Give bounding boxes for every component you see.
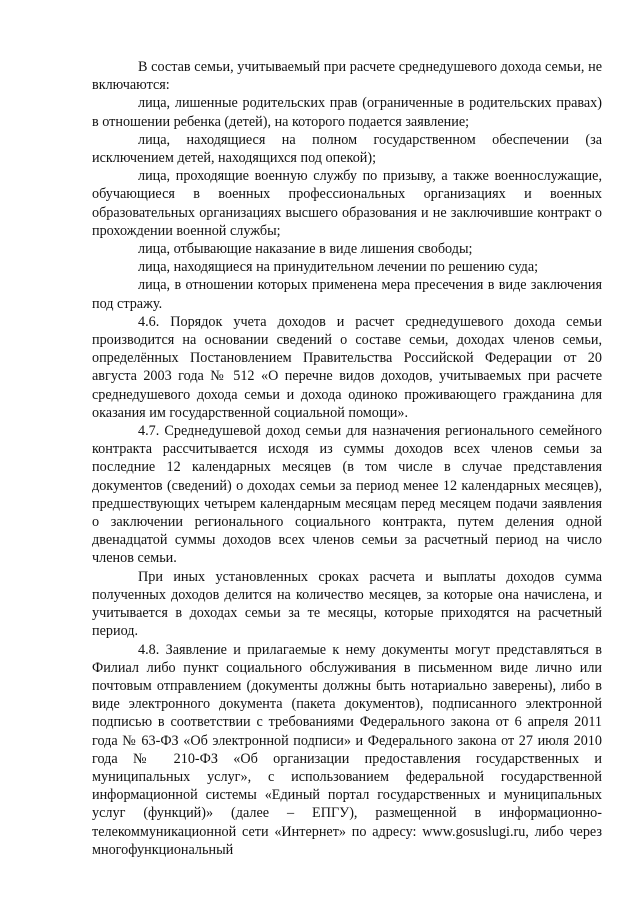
paragraph-serving-sentence: лица, отбывающие наказание в виде лишения свободы;: [138, 241, 473, 258]
paragraph-full-state-support: лица, находящиеся на полном государственном обеспечении (за исключением детей, находящихся под опекой);: [92, 131, 602, 167]
paragraph-section-4-7: 4.7. Среднедушевой доход семьи для назначения регионального семейного контракта рассчитывается исходя из суммы доходов всех членов семьи за последние 12 календарных месяцев (в том числе в случае представления документов (сведений) о доходах семьи за период менее 12 календарных месяцев), предшествующих четырем календарным месяцам перед месяцем подачи заявления о заключении регионального социального контракта, путем деления одной двенадцатой суммы доходов всех членов семьи за расчетный период на число членов семьи.: [92, 423, 602, 567]
paragraph-military-conscripts: лица, проходящие военную службу по призыву, а также военнослужащие, обучающиеся в военных профессиональных организациях и военных образовательных организациях высшего образования и не заключившие контракт о прохождении военной службы;: [92, 168, 602, 239]
paragraph-deprived-parental-rights: лица, лишенные родительских прав (ограниченные в родительских правах) в отношении ребенка (детей), на которого подается заявление;: [92, 95, 602, 130]
paragraph-compulsory-treatment: лица, находящиеся на принудительном лечении по решению суда;: [138, 259, 539, 276]
paragraph-section-4-6: 4.6. Порядок учета доходов и расчет среднедушевого дохода семьи производится на основании сведений о составе семьи, доходах членов семьи, определённых Постановлением Правительства Российской Федерации от 20 августа 2003 года № 512 «О перечне видов доходов, учитываемых при расчете среднедушевого дохода семьи и дохода одиноко проживающего гражданина для оказания им государственной социальной помощи».: [92, 313, 602, 421]
paragraph-custody: лица, в отношении которых применена мера пресечения в виде заключения под стражу.: [92, 277, 602, 312]
paragraph-family-composition-exclusions: В состав семьи, учитываемый при расчете среднедушевого дохода семьи, не включаются:: [92, 59, 602, 94]
paragraph-other-payment-terms: При иных установленных сроках расчета и выплаты доходов сумма полученных доходов делится на количество месяцев, за которые она начислена, и учитывается в доходах семьи за те месяцы, которые приходятся на расчетный период.: [92, 568, 602, 640]
paragraph-section-4-8: 4.8. Заявление и прилагаемые к нему документы могут представляться в Филиал либо пункт социального обслуживания в письменном виде лично или почтовым отправлением (документы должны быть нотариально заверены), либо в виде электронного документа (пакета документов), подписанного электронной подписью в соответствии с требованиями Федерального закона от 6 апреля 2011 года № 63-ФЗ «Об электронной подписи» и Федерального закона от 27 июля 2010 года № 210-ФЗ «Об организации предоставления государственных и муниципальных услуг», с использованием федеральной государственной информационной системы «Единый портал государственных и муниципальных услуг (функций)» (далее – ЕПГУ), размещенной в информационно-телекоммуникационной сети «Интернет» по адресу: www.gosuslugi.ru, либо через многофункциональный: [92, 641, 602, 858]
document-body: [92, 58, 602, 859]
